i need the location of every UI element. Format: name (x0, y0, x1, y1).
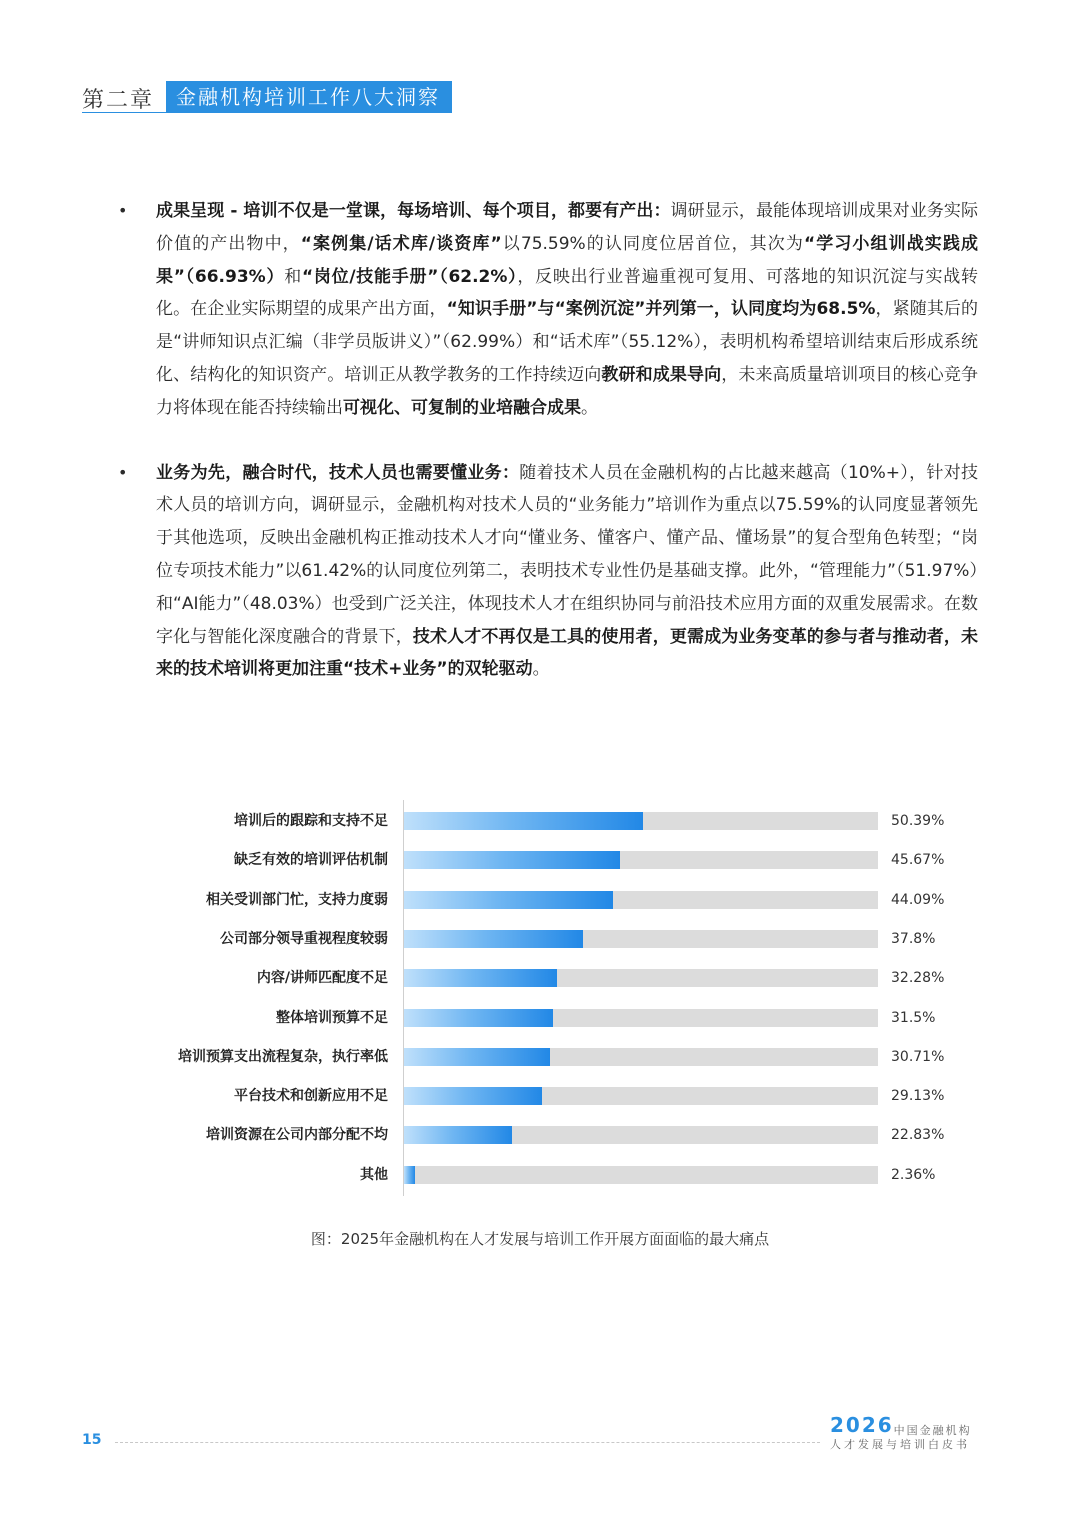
bar-track (404, 1126, 878, 1144)
category-label: 公司部分领导重视程度较弱 (220, 930, 388, 947)
value-label: 37.8% (891, 930, 936, 947)
value-label: 32.28% (891, 970, 945, 987)
bar-row (0, 930, 1080, 948)
value-label: 50.39% (891, 813, 945, 829)
category-label: 其他 (360, 1166, 388, 1183)
bar-track (404, 1048, 878, 1066)
bullet-marker: • (118, 201, 128, 220)
value-label: 22.83% (891, 1127, 945, 1144)
chapter-label: 第二章 (82, 87, 155, 113)
text-segment: ，未来高质量培训项目的核心竞争力将体现在能否持续输出 (156, 364, 979, 418)
bar (404, 1087, 542, 1105)
bar (404, 891, 613, 909)
text-segment: ，反映出行业普遍重视可复用、可落地的知识沉淀与实战转化。在企业实际期望的成果产出方面， (156, 266, 978, 320)
text-segment: 和 (284, 266, 302, 287)
bar-row (0, 1126, 1080, 1144)
bold-text-segment: 技术人才不再仅是工具的使用者，更需成为业务变革的参与者与推动者，未来的技术培训将更加注重“技术+业务”的双轮驱动 (156, 626, 979, 680)
page-number: 15 (82, 1432, 102, 1448)
value-label: 45.67% (891, 852, 945, 869)
bar-row (0, 851, 1080, 869)
bar-row (0, 1087, 1080, 1105)
bar-row (0, 891, 1080, 909)
footer-brand (830, 1413, 972, 1452)
insight-list (118, 195, 978, 686)
bar (404, 812, 643, 830)
bar (404, 1166, 415, 1184)
bar-track (404, 1166, 878, 1184)
bar (404, 851, 620, 869)
brand-year: 2026 (830, 1413, 894, 1437)
bar (404, 930, 583, 948)
text-segment: ，紧随其后的是“讲师知识点汇编（非学员版讲义）”（62.99%）和“话术库”（55.12%），表明机构希望培训结束后形成系统化、结构化的知识资产。培训正从教学教务的工作持续迈向 (156, 299, 979, 385)
bar-chart (0, 798, 1080, 1198)
brand-line2: 人才发展与培训白皮书 (830, 1438, 970, 1451)
category-label: 整体培训预算不足 (276, 1009, 388, 1026)
insight-paragraph (118, 195, 978, 425)
bar-row (0, 812, 1080, 830)
value-label: 30.71% (891, 1048, 945, 1065)
text-segment: 随着技术人员在金融机构的占比越来越高（10%+），针对技术人员的培训方向，调研显示，金融机构对技术人员的“业务能力”培训作为重点以75.59%的认同度显著领先于其他选项，反映出金融机构正推动技术人才向“懂业务、懂客户、懂产品、懂场景”的复合型角色转型；“岗位专项技术能力”以61.42%的认同度位列第二，表明技术专业性仍是基础支撑。此外，“管理能力”（51.97%）和“AI能力”（48.03%）也受到广泛关注，体现技术人才在组织协同与前沿技术应用方面的双重发展需求。在数字化与智能化深度融合的背景下， (156, 462, 979, 647)
chapter-title: 金融机构培训工作八大洞察 (166, 81, 452, 116)
text-segment: 。 (581, 397, 598, 418)
value-label: 29.13% (891, 1088, 945, 1105)
text-segment: 调研显示，最能体现培训成果对业务实际价值的产出物中， (156, 201, 978, 254)
chart-caption: 图：2025年金融机构在人才发展与培训工作开展方面面临的最大痛点 (310, 1230, 770, 1248)
category-label: 内容/讲师匹配度不足 (256, 970, 388, 987)
bold-text-segment: 业务为先，融合时代，技术人员也需要懂业务： (156, 462, 520, 483)
bold-text-segment: 教研和成果导向 (601, 364, 722, 385)
bar-track (404, 891, 878, 909)
chapter-header (82, 82, 452, 114)
bar-track (404, 1087, 878, 1105)
bar (404, 1009, 553, 1027)
category-label: 培训资源在公司内部分配不均 (206, 1127, 388, 1144)
bar-track (404, 969, 878, 987)
bar (404, 1126, 512, 1144)
bar-row (0, 1166, 1080, 1184)
bold-text-segment: “学习小组训战实践成果”（66.93%） (156, 233, 979, 287)
bold-text-segment: 成果呈现 - 培训不仅是一堂课，每场培训、每个项目，都要有产出： (156, 201, 671, 221)
bold-text-segment: “知识手册”与“案例沉淀”并列第一，认同度均为68.5% (446, 299, 876, 320)
bold-text-segment: “案例集/话术库/谈资库” (300, 233, 502, 254)
text-segment: 以75.59%的认同度位居首位，其次为 (501, 233, 804, 254)
footer-divider (115, 1442, 820, 1443)
category-label: 培训预算支出流程复杂，执行率低 (178, 1048, 388, 1065)
bar (404, 969, 557, 987)
bold-text-segment: “岗位/技能手册”（62.2%） (301, 266, 518, 287)
bar-track (404, 1009, 878, 1027)
bar-track (404, 851, 878, 869)
brand-line1: 中国金融机构 (893, 1424, 972, 1437)
category-label: 平台技术和创新应用不足 (234, 1088, 388, 1105)
bold-text-segment: 可视化、可复制的业培融合成果 (343, 397, 581, 418)
category-label: 相关受训部门忙，支持力度弱 (206, 891, 388, 908)
value-label: 31.5% (891, 1009, 936, 1026)
insight-paragraph (118, 457, 978, 687)
header-rule (82, 112, 450, 113)
bar-track (404, 812, 878, 830)
text-segment: 。 (532, 659, 550, 680)
bullet-marker: • (118, 462, 128, 482)
bar (404, 1048, 550, 1066)
value-label: 2.36% (891, 1166, 936, 1183)
bar-row (0, 969, 1080, 987)
bar-row (0, 1048, 1080, 1066)
bar-track (404, 930, 878, 948)
value-label: 44.09% (891, 891, 945, 908)
bar-row (0, 1009, 1080, 1027)
category-label: 缺乏有效的培训评估机制 (234, 852, 388, 869)
category-label: 培训后的跟踪和支持不足 (234, 813, 388, 829)
